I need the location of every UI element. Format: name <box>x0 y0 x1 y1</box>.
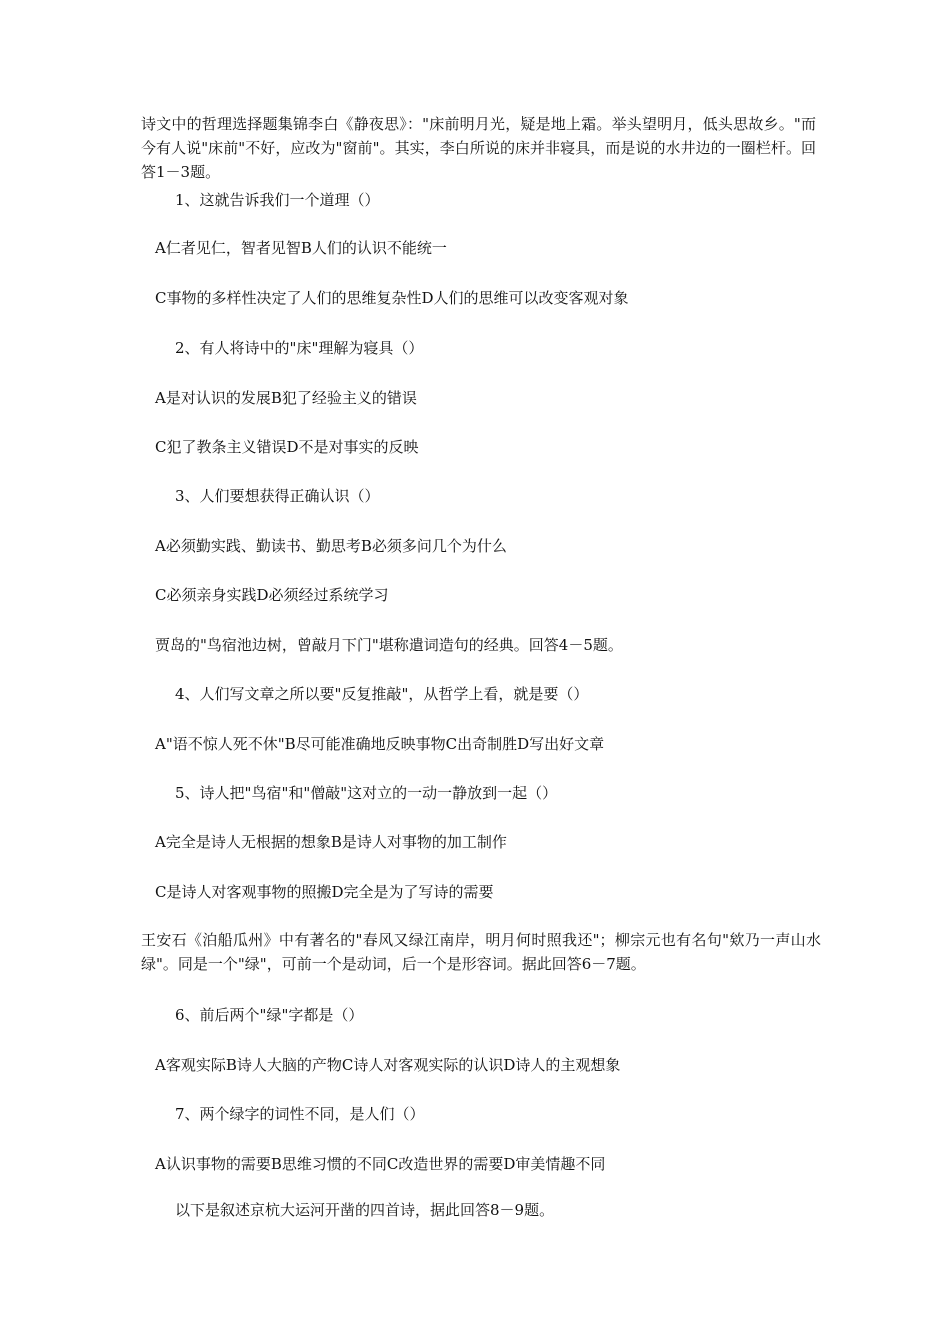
question-7: 7、两个绿字的词性不同，是人们（） <box>175 1105 425 1123</box>
question-5: 5、诗人把"鸟宿"和"僧敲"这对立的一动一静放到一起（） <box>175 784 558 802</box>
question-3: 3、人们要想获得正确认识（） <box>175 487 380 505</box>
question-2-options-cd: C犯了教条主义错误D不是对事实的反映 <box>155 438 419 456</box>
jiadao-paragraph: 贾岛的"鸟宿池边树，曾敲月下门"堪称遣词造句的经典。回答4－5题。 <box>155 636 623 654</box>
wanganshi-paragraph: 王安石《泊船瓜州》中有著名的"春风又绿江南岸，明月何时照我还"；柳宗元也有名句"欸乃一声山水绿"。同是一个"绿"，可前一个是动词，后一个是形容词。据此回答6－7题。 <box>141 931 821 973</box>
question-4: 4、人们写文章之所以要"反复推敲"，从哲学上看，就是要（） <box>175 685 589 703</box>
intro-paragraph: 诗文中的哲理选择题集锦李白《静夜思》："床前明月光，疑是地上霜。举头望明月，低头思故乡。"而今有人说"床前"不好，应改为"窗前"。其实，李白所说的床并非寝具，而是说的水井边的一圈栏杆。回答1－3题。 <box>141 115 816 181</box>
question-1-options-cd: C事物的多样性决定了人们的思维复杂性D人们的思维可以改变客观对象 <box>155 289 629 307</box>
question-7-options: A认识事物的需要B思维习惯的不同C改造世界的需要D审美情趣不同 <box>155 1155 606 1173</box>
question-1-options-ab: A仁者见仁，智者见智B人们的认识不能统一 <box>155 239 447 257</box>
question-2-options-ab: A是对认识的发展B犯了经验主义的错误 <box>155 389 417 407</box>
question-6: 6、前后两个"绿"字都是（） <box>175 1006 364 1024</box>
canal-paragraph: 以下是叙述京杭大运河开凿的四首诗，据此回答8－9题。 <box>175 1201 555 1219</box>
question-4-options: A"语不惊人死不休"B尽可能准确地反映事物C出奇制胜D写出好文章 <box>155 735 605 753</box>
question-5-options-ab: A完全是诗人无根据的想象B是诗人对事物的加工制作 <box>155 833 507 851</box>
question-1: 1、这就告诉我们一个道理（） <box>175 191 380 209</box>
question-6-options: A客观实际B诗人大脑的产物C诗人对客观实际的认识D诗人的主观想象 <box>155 1056 621 1074</box>
question-3-options-ab: A必须勤实践、勤读书、勤思考B必须多问几个为什么 <box>155 537 507 555</box>
question-2: 2、有人将诗中的"床"理解为寝具（） <box>175 339 424 357</box>
question-3-options-cd: C必须亲身实践D必须经过系统学习 <box>155 586 389 604</box>
question-5-options-cd: C是诗人对客观事物的照搬D完全是为了写诗的需要 <box>155 883 494 901</box>
